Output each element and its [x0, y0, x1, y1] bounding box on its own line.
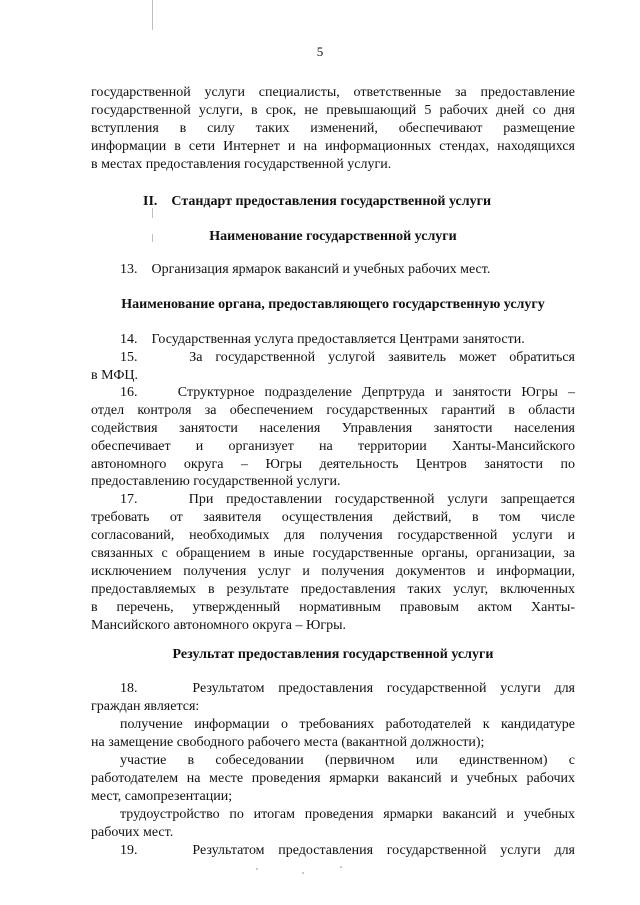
paragraph-17-line: связанных с обращением в иные государственные органы, организации, за: [91, 546, 575, 561]
intro-line: информации в сети Интернет и на информационных стендах, находящихся: [91, 139, 575, 154]
scan-artifact-dot: [302, 872, 304, 874]
scan-artifact-dot: [340, 866, 342, 868]
paragraph-16-line: обеспечивает и организует на территории Ханты-Мансийского: [91, 439, 575, 454]
paragraph-18-line: граждан является:: [91, 699, 200, 714]
paragraph-17-line: предоставляемых в результате предоставления таких услуг, включенных: [91, 582, 575, 597]
paragraph-18-line: 18. Результатом предоставления государственной услуги для: [120, 681, 575, 696]
paragraph-16-line: 16. Структурное подразделение Депртруда и занятости Югры –: [120, 385, 575, 400]
result-item-line: на замещение свободного рабочего места (вакантной должности);: [91, 735, 485, 750]
paragraph-16-line: предоставлению государственной услуги.: [91, 474, 341, 489]
page-number: 5: [316, 44, 324, 59]
paragraph-17-line: исключением получения услуг и получения документов и информации,: [91, 564, 575, 579]
heading-organ-name: Наименование органа, предоставляющего государственную услугу: [121, 297, 545, 312]
result-item-line: получение информации о требованиях работодателей к кандидатуре: [120, 717, 575, 732]
result-item-line: работодателем на месте проведения ярмарки вакансий и учебных рабочих: [91, 771, 575, 786]
result-item-line: трудоустройство по итогам проведения ярмарки вакансий и учебных: [120, 807, 575, 822]
heading-result: Результат предоставления государственной услуги: [172, 647, 494, 662]
intro-line: вступления в силу таких изменений, обеспечивают размещение: [91, 121, 575, 136]
result-item-line: мест, самопрезентации;: [91, 789, 233, 804]
paragraph-15-line: 15. За государственной услугой заявитель может обратиться: [120, 350, 575, 365]
scan-artifact-dot: [256, 868, 258, 870]
paragraph-19-line: 19. Результатом предоставления государственной услуги для: [120, 843, 575, 858]
result-item-line: участие в собеседовании (первичном или единственном) с: [120, 753, 575, 768]
paragraph-13: 13. Организация ярмарок вакансий и учебных рабочих мест.: [120, 262, 491, 277]
paragraph-14: 14. Государственная услуга предоставляется Центрами занятости.: [120, 332, 525, 347]
paragraph-16-line: отдел контроля за обеспечением государственных гарантий в области: [91, 403, 575, 418]
heading-service-name: Наименование государственной услуги: [209, 229, 457, 244]
paragraph-16-line: автономного округа – Югры деятельность Центров занятости по: [91, 457, 575, 472]
scan-artifact-line: [152, 0, 153, 30]
paragraph-17-line: Мансийского автономного округа – Югры.: [91, 618, 347, 633]
intro-line: государственной услуги специалисты, ответственные за предоставление: [91, 85, 575, 100]
paragraph-17-line: требовать от заявителя осуществления действий, в том числе: [91, 510, 575, 525]
paragraph-15-line: в МФЦ.: [91, 368, 139, 383]
section-title: II. Стандарт предоставления государственной услуги: [143, 194, 492, 209]
paragraph-17-line: в перечень, утвержденный нормативным правовым актом Ханты-: [91, 600, 575, 615]
intro-line: государственной услуги, в срок, не превышающий 5 рабочих дней со дня: [91, 103, 575, 118]
intro-line: в местах предоставления государственной услуги.: [91, 157, 392, 172]
paragraph-16-line: содействия занятости населения Управления занятости населения: [91, 421, 575, 436]
paragraph-17-line: согласований, необходимых для получения государственной услуги и: [91, 528, 575, 543]
result-item-line: рабочих мест.: [91, 825, 174, 840]
paragraph-17-line: 17. При предоставлении государственной услуги запрещается: [120, 492, 575, 507]
